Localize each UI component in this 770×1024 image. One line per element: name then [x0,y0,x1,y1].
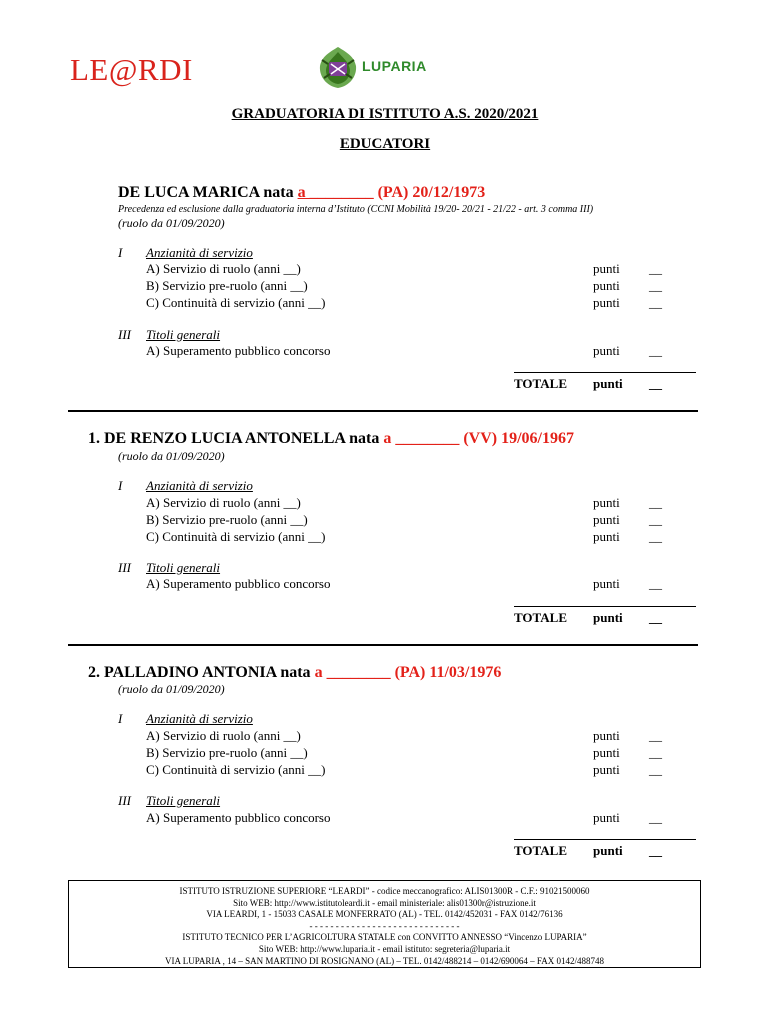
footer-info-box [68,880,701,968]
punti-label: punti [593,512,620,527]
total-label: TOTALE [514,610,567,625]
candidate-heading [88,664,501,682]
total-punti-label: punti [593,610,623,625]
total-label: TOTALE [514,843,567,858]
punti-label: punti [593,495,620,510]
total-divider [514,606,696,607]
punti-label: punti [593,529,620,544]
list-item: A) Superamento pubblico concorso [146,576,331,591]
list-item: A) Servizio di ruolo (anni __) [146,728,301,743]
score-blank: __ [649,512,662,527]
ruolo-date: (ruolo da 01/09/2020) [118,682,225,696]
score-blank: __ [649,295,662,310]
leardi-logo: LE@RDI [70,52,193,87]
luparia-logo: LUPARIA [362,58,427,74]
luparia-emblem-icon [316,44,360,90]
section-number: III [118,793,131,808]
candidate-name: DE RENZO LUCIA ANTONELLA nata [104,430,380,447]
score-blank: __ [649,343,662,358]
punti-label: punti [593,728,620,743]
section-title: Titoli generali [146,560,221,575]
list-item: A) Servizio di ruolo (anni __) [146,495,301,510]
footer-line: Sito WEB: http://www.luparia.it - email istituto: segreteria@luparia.it [258,943,511,954]
punti-label: punti [593,261,620,276]
total-punti-label: punti [593,843,623,858]
birth-info: (PA) 11/03/1976 [394,664,502,681]
total-score-blank: __ [649,376,662,391]
footer-line: Sito WEB: http://www.istitutoleardi.it - email ministeriale: alis01300r@istruzione.it [233,897,536,908]
section-number: I [118,245,123,260]
list-item: C) Continuità di servizio (anni __) [146,762,326,777]
punti-label: punti [593,762,620,777]
candidate-separator [68,410,698,412]
punti-label: punti [593,343,620,358]
list-item: C) Continuità di servizio (anni __) [146,295,326,310]
section-number: I [118,478,123,493]
section-number: I [118,711,123,726]
candidate-heading [88,430,574,448]
candidate-number: 2. [88,664,100,681]
footer-line: VIA LEARDI, 1 - 15033 CASALE MONFERRATO (AL) - TEL. 0142/452031 - FAX 0142/76136 [206,909,563,920]
punti-label: punti [593,810,620,825]
punti-label: punti [593,278,620,293]
list-item: A) Superamento pubblico concorso [146,810,331,825]
section-title: Anzianità di servizio [146,478,253,493]
section-number: III [118,560,131,575]
footer-line: ISTITUTO TECNICO PER L’AGRICOLTURA STATALE con CONVITTO ANNESSO “Vincenzo LUPARIA” [182,932,587,943]
score-blank: __ [649,762,662,777]
ruolo-date: (ruolo da 01/09/2020) [118,449,225,463]
list-item: B) Servizio pre-ruolo (anni __) [146,512,308,527]
score-blank: __ [649,278,662,293]
birthplace-blank: a ________ [383,430,460,447]
total-label: TOTALE [514,376,567,391]
score-blank: __ [649,810,662,825]
section-number: III [118,327,131,342]
score-blank: __ [649,728,662,743]
total-score-blank: __ [649,610,662,625]
score-blank: __ [649,576,662,591]
section-title: Anzianità di servizio [146,245,253,260]
total-divider [514,372,696,373]
total-divider [514,839,696,840]
birthplace-blank: a ________ [314,664,391,681]
candidate-heading [118,184,485,202]
list-item: A) Superamento pubblico concorso [146,343,331,358]
list-item: C) Continuità di servizio (anni __) [146,529,326,544]
score-blank: __ [649,745,662,760]
candidate-note: Precedenza ed esclusione dalla graduatoria interna d’Istituto (CCNI Mobilità 19/20- 20/21 - 21/22 - art. 3 comma III) [118,204,594,215]
list-item: B) Servizio pre-ruolo (anni __) [146,278,308,293]
score-blank: __ [649,529,662,544]
birth-info: (VV) 19/06/1967 [463,430,574,447]
punti-label: punti [593,576,620,591]
footer-line: VIA LUPARIA , 14 – SAN MARTINO DI ROSIGNANO (AL) – TEL. 0142/488214 – 0142/690064 – FAX 0142/488748 [164,955,605,966]
footer-separator: - - - - - - - - - - - - - - - - - - - - - - - - - - - - - [309,920,460,931]
section-title: Titoli generali [146,793,221,808]
ruolo-date: (ruolo da 01/09/2020) [118,216,225,230]
punti-label: punti [593,745,620,760]
candidate-name: DE LUCA MARICA nata [118,184,294,201]
page-title: GRADUATORIA DI ISTITUTO A.S. 2020/2021 [231,106,539,122]
footer-line: ISTITUTO ISTRUZIONE SUPERIORE “LEARDI” - codice meccanografico: ALIS01300R - C.F.: 91021500060 [179,886,590,896]
page-subtitle: EDUCATORI [339,136,431,152]
section-title: Titoli generali [146,327,221,342]
total-score-blank: __ [649,843,662,858]
section-title: Anzianità di servizio [146,711,253,726]
score-blank: __ [649,495,662,510]
birthplace-blank: a ________ [297,184,374,201]
punti-label: punti [593,295,620,310]
candidate-name: PALLADINO ANTONIA nata [104,664,311,681]
candidate-separator [68,644,698,646]
list-item: B) Servizio pre-ruolo (anni __) [146,745,308,760]
score-blank: __ [649,261,662,276]
birth-info: (PA) 20/12/1973 [377,184,486,201]
total-punti-label: punti [593,376,623,391]
candidate-number: 1. [88,430,100,447]
list-item: A) Servizio di ruolo (anni __) [146,261,301,276]
